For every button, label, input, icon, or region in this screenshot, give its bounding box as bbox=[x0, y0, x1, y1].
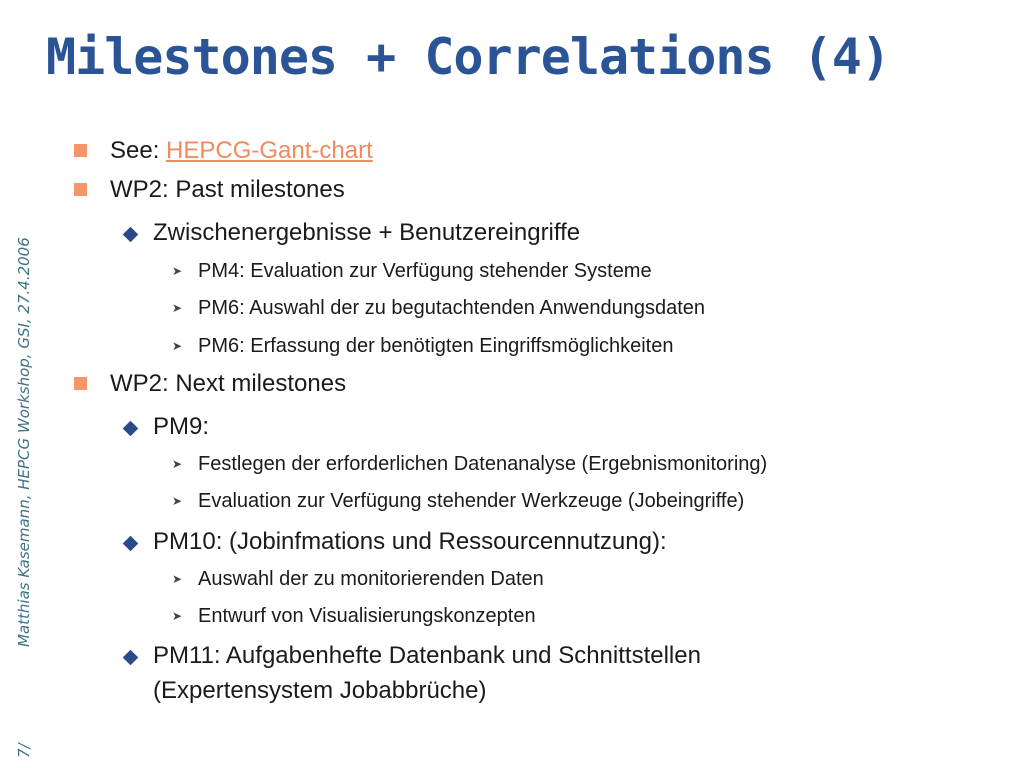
diamond-bullet-icon bbox=[123, 421, 139, 437]
arrow-bullet-icon: ➤ bbox=[172, 339, 183, 353]
arrow-bullet-icon: ➤ bbox=[172, 301, 183, 315]
square-bullet-icon bbox=[74, 144, 87, 157]
list-item-pm10-auswahl: Auswahl der zu monitorierenden Daten bbox=[198, 568, 544, 590]
list-item-pm6-erfassung: PM6: Erfassung der benötigten Eingriffsmöglichkeiten bbox=[198, 335, 674, 357]
list-item-pm10-entwurf: Entwurf von Visualisierungskonzepten bbox=[198, 605, 536, 627]
arrow-bullet-icon: ➤ bbox=[172, 494, 183, 508]
page-number: 7/ bbox=[15, 743, 33, 758]
square-bullet-icon bbox=[74, 183, 87, 196]
list-item-pm9-evaluation: Evaluation zur Verfügung stehender Werkzeuge (Jobeingriffe) bbox=[198, 490, 745, 512]
list-item-see bbox=[110, 136, 373, 166]
list-item-pm10: PM10: (Jobinfmations und Ressourcennutzung): bbox=[153, 528, 667, 555]
list-item-pm9-festlegen: Festlegen der erforderlichen Datenanalyse (Ergebnismonitoring) bbox=[198, 453, 768, 475]
list-item-wp2-next: WP2: Next milestones bbox=[110, 370, 347, 397]
list-item-pm4: PM4: Evaluation zur Verfügung stehender Systeme bbox=[198, 260, 652, 282]
see-prefix: See: bbox=[110, 137, 167, 164]
diamond-bullet-icon bbox=[123, 536, 139, 552]
list-item-pm11: PM11: Aufgabenhefte Datenbank und Schnittstellen bbox=[153, 642, 701, 669]
square-bullet-icon bbox=[74, 377, 87, 390]
diamond-bullet-icon bbox=[123, 227, 139, 243]
arrow-bullet-icon: ➤ bbox=[172, 457, 183, 471]
slide-title: Milestones + Correlations (4) bbox=[46, 28, 890, 86]
arrow-bullet-icon: ➤ bbox=[172, 264, 183, 278]
list-item-pm11-continued: (Expertensystem Jobabbrüche) bbox=[153, 677, 487, 704]
gant-chart-link[interactable]: HEPCG-Gant-chart bbox=[166, 137, 373, 164]
list-item-zwischenergebnisse: Zwischenergebnisse + Benutzereingriffe bbox=[153, 219, 581, 246]
diamond-bullet-icon bbox=[123, 650, 139, 666]
list-item-pm6-auswahl: PM6: Auswahl der zu begutachtenden Anwendungsdaten bbox=[198, 297, 706, 319]
arrow-bullet-icon: ➤ bbox=[172, 609, 183, 623]
list-item-wp2-past: WP2: Past milestones bbox=[110, 176, 345, 203]
sidebar-caption: Matthias Kasemann, HEPCG Workshop, GSI, 27.4.2006 bbox=[15, 237, 33, 647]
arrow-bullet-icon: ➤ bbox=[172, 572, 183, 586]
list-item-pm9: PM9: bbox=[153, 413, 210, 440]
